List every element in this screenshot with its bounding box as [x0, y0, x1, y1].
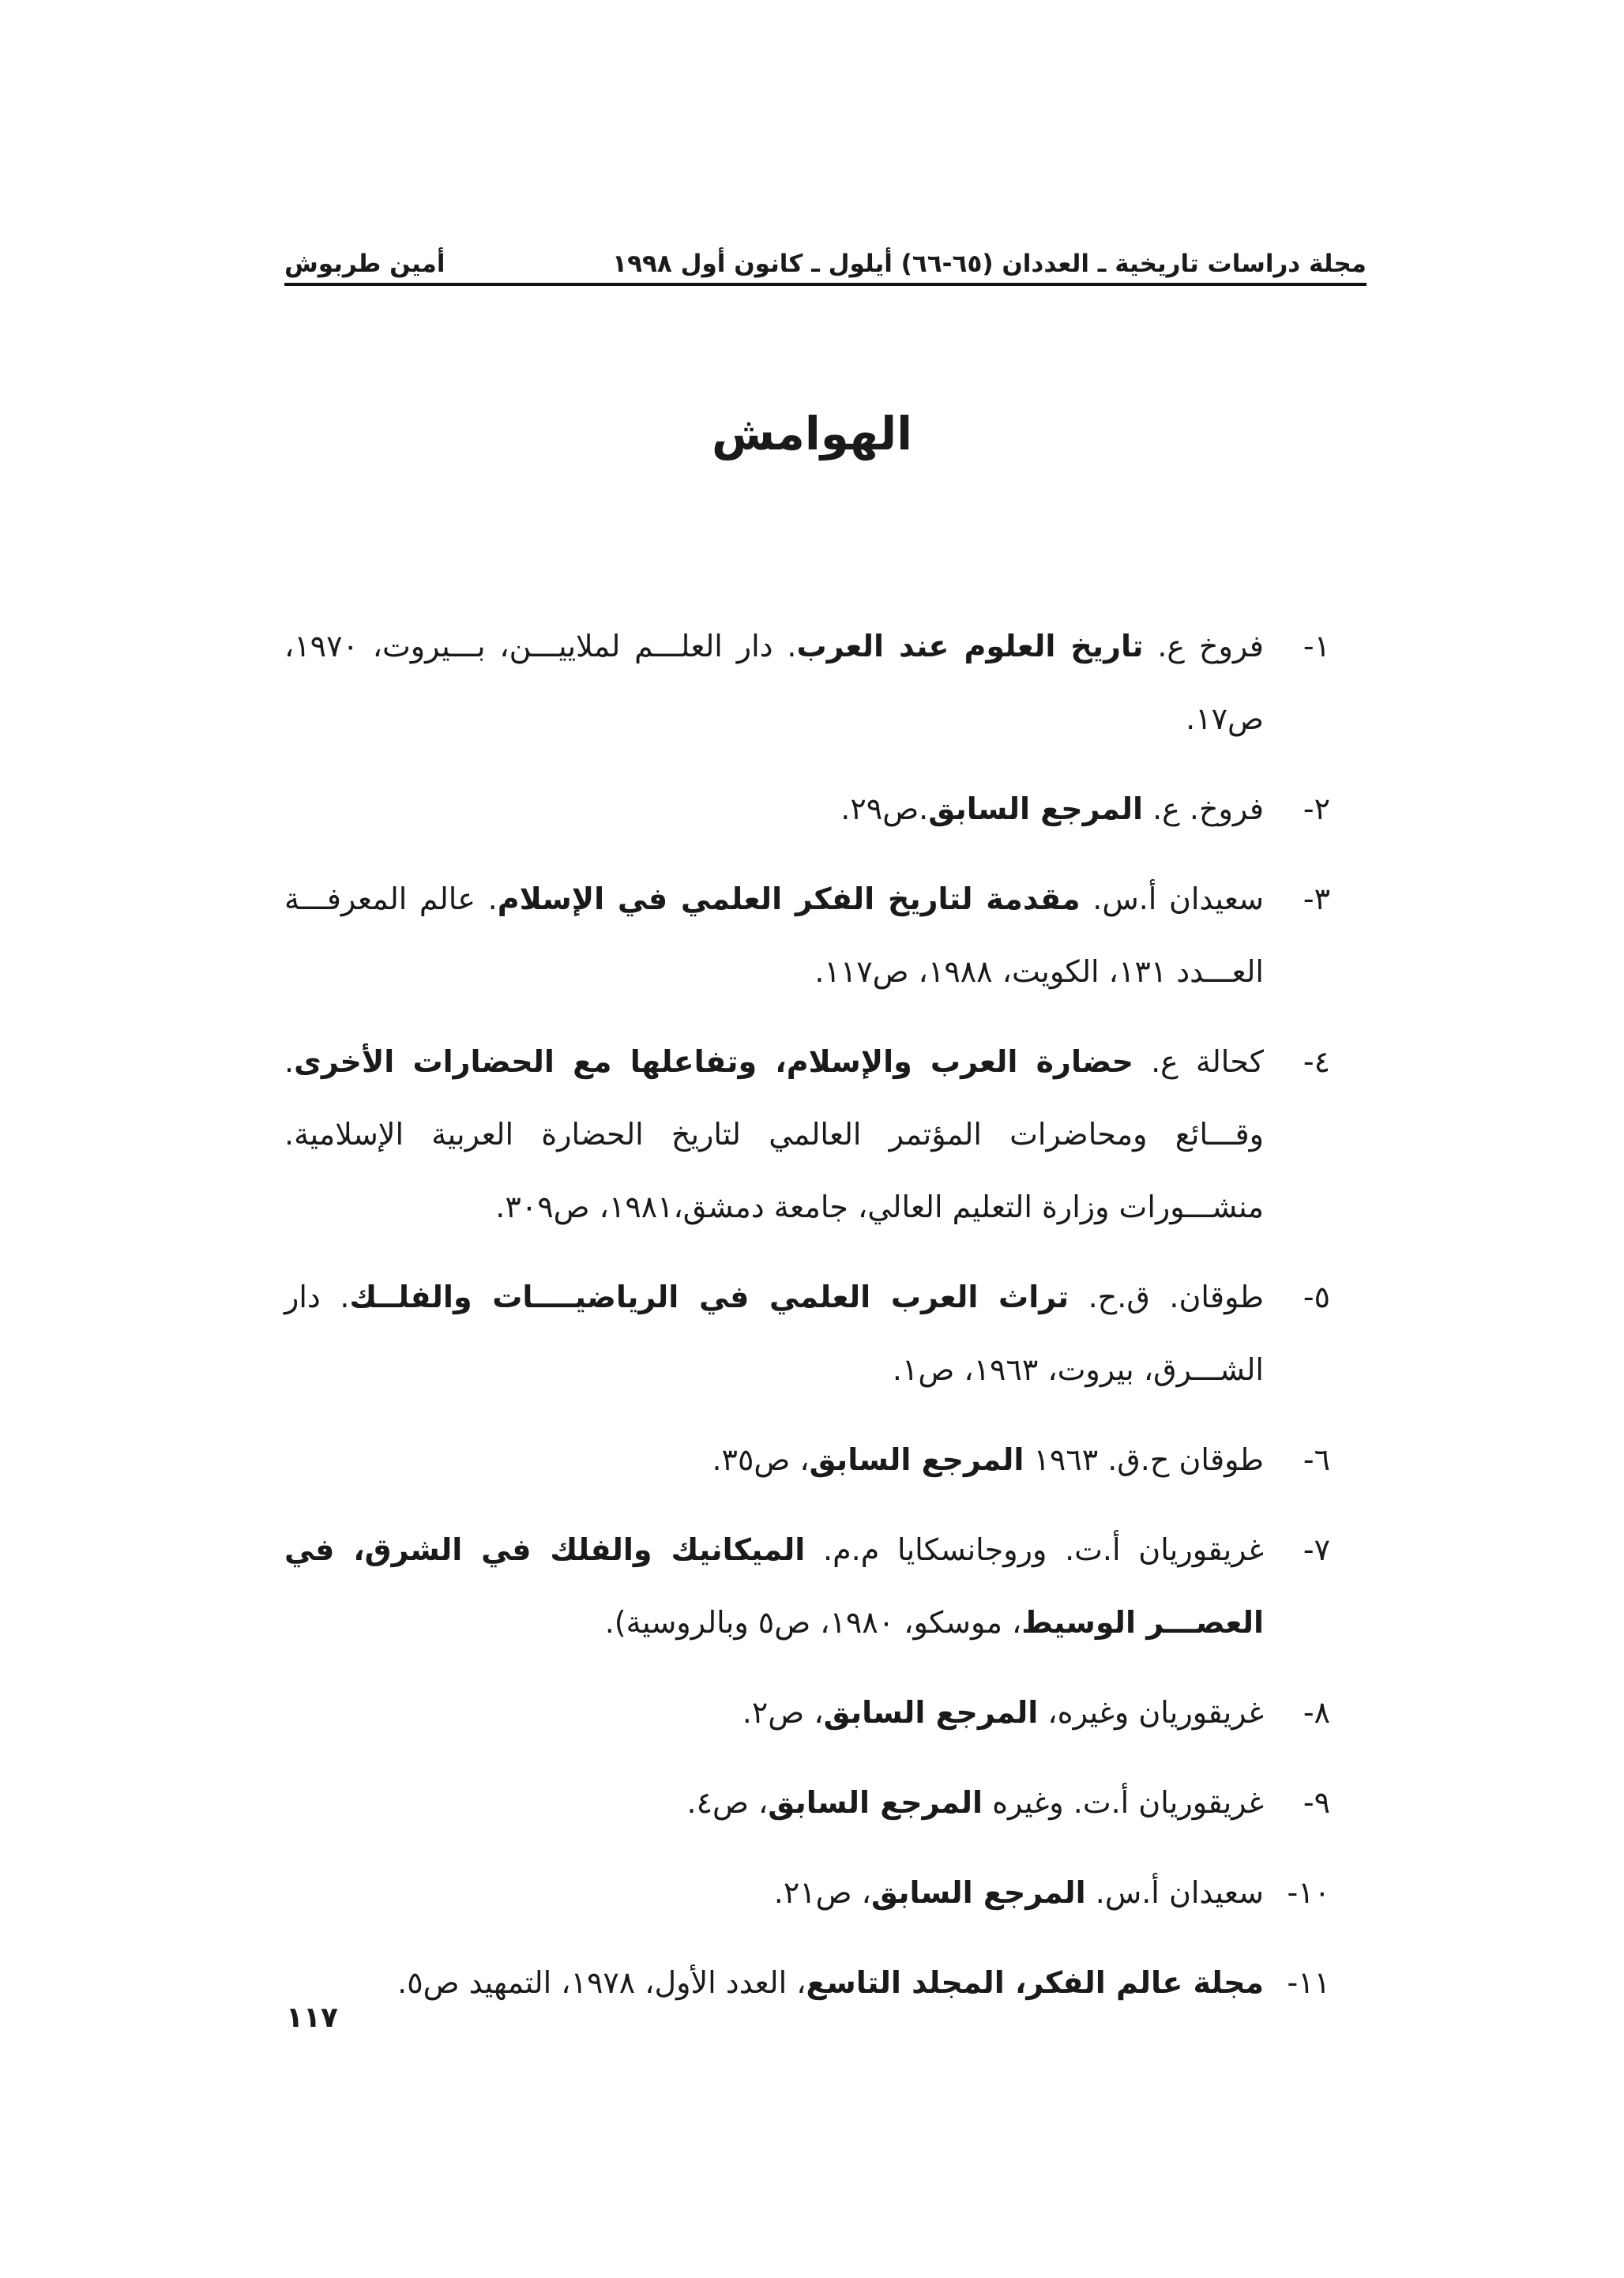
footnote-text: ، ص٢١.: [773, 1875, 871, 1910]
footnote-text: ، ص٣٥.: [712, 1442, 810, 1477]
footnote-text: فروخ ع.: [1143, 629, 1264, 663]
footnote-number: ٧-: [1303, 1532, 1330, 1567]
footnote-text: ، العدد الأول، ١٩٧٨، التمهيد ص٥.: [397, 1965, 806, 2000]
footnote-text: ، ص٤.: [686, 1785, 769, 1820]
running-header: [284, 237, 1366, 286]
footnote-item: [284, 1423, 1330, 1496]
journal-title: مجلة دراسات تاريخية ـ العددان (٦٥-٦٦) أيلول ـ كانون أول ١٩٩٨: [612, 250, 1366, 278]
footnote-number: ٩-: [1303, 1785, 1330, 1820]
footnote-item: [284, 772, 1330, 845]
footnote-number: ٦-: [1303, 1442, 1330, 1477]
footnote-source-title: المرجع السابق: [928, 791, 1143, 826]
footnote-item: [284, 1513, 1330, 1659]
page-number: ١١٧: [286, 2002, 338, 2034]
footnotes-list: [284, 610, 1330, 2036]
footnote-source-title: مجلة عالم الفكر، المجلد التاسع: [806, 1965, 1264, 2000]
footnote-number: ٢-: [1303, 791, 1330, 826]
footnote-number: ١١-: [1287, 1965, 1330, 2000]
footnote-number: ٤-: [1303, 1044, 1330, 1079]
footnote-text: . عالم المعرفـــة العـــدد ١٣١، الكويت، ١٩٨٨، ص١١٧.: [284, 882, 1264, 989]
footnote-text: طوقان ح.ق. ١٩٦٣: [1024, 1442, 1264, 1477]
footnote-text: فروخ. ع.: [1142, 791, 1264, 826]
footnote-item: [284, 1766, 1330, 1839]
footnote-item: [284, 610, 1330, 755]
footnote-text: . دار العلـــم لملاييـــن، بـــيروت، ١٩٧٠، ص١٧.: [284, 629, 1264, 736]
footnote-text: كحالة ع.: [1133, 1044, 1264, 1079]
footnote-source-title: الميكانيك والفلك في الشرق، في العصـــر الوسيط: [284, 1532, 1264, 1640]
footnote-source-title: المرجع السابق: [768, 1785, 983, 1820]
footnote-item: [284, 1261, 1330, 1406]
footnote-source-title: تراث العرب العلمي في الرياضيــــات والفلــك: [349, 1280, 1070, 1314]
footnote-text: ، موسكو، ١٩٨٠، ص٥ وبالروسية).: [604, 1605, 1022, 1640]
footnote-item: [284, 1946, 1330, 2019]
footnote-text: . دار الشـــرق، بيروت، ١٩٦٣، ص١.: [284, 1280, 1264, 1387]
footnote-text: غريقوريان وغيره،: [1038, 1695, 1264, 1730]
footnote-item: [284, 1856, 1330, 1929]
footnote-text: سعيدان أ.س.: [1080, 882, 1264, 916]
footnote-number: ٨-: [1303, 1695, 1330, 1730]
footnote-number: ٥-: [1303, 1280, 1330, 1314]
footnote-number: ٣-: [1303, 882, 1330, 916]
footnote-number: ١٠-: [1287, 1875, 1330, 1910]
footnote-text: سعيدان أ.س.: [1085, 1875, 1264, 1910]
footnote-source-title: المرجع السابق: [823, 1695, 1039, 1730]
footnote-source-title: مقدمة لتاريخ الفكر العلمي في الإسلام: [497, 882, 1081, 916]
footnote-text: .ص٢٩.: [840, 791, 929, 826]
footnote-number: ١-: [1303, 629, 1330, 663]
footnote-source-title: المرجع السابق: [870, 1875, 1086, 1910]
footnote-item: [284, 863, 1330, 1008]
footnote-text: . وقـــائع ومحاضرات المؤتمر العالمي لتاريخ الحضارة العربية الإسلامية. منشـــورات وزارة التعليم العالي، جامعة دمشق،١٩٨١، ص٣٠٩.: [284, 1044, 1264, 1224]
footnote-item: [284, 1676, 1330, 1749]
footnote-text: ، ص٢.: [742, 1695, 824, 1730]
footnote-source-title: المرجع السابق: [809, 1442, 1024, 1477]
footnote-source-title: تاريخ العلوم عند العرب: [796, 629, 1144, 663]
author-name: أمين طربوش: [284, 250, 445, 278]
footnote-item: [284, 1025, 1330, 1243]
footnote-source-title: حضارة العرب والإسلام، وتفاعلها مع الحضارات الأخرى: [294, 1044, 1134, 1079]
footnote-text: غريقوريان أ.ت. وروجانسكايا م.م.: [805, 1532, 1264, 1567]
footnote-text: غريقوريان أ.ت. وغيره: [983, 1785, 1264, 1820]
footnote-text: طوقان. ق.ح.: [1069, 1280, 1264, 1314]
page-title: الهوامش: [711, 407, 913, 460]
